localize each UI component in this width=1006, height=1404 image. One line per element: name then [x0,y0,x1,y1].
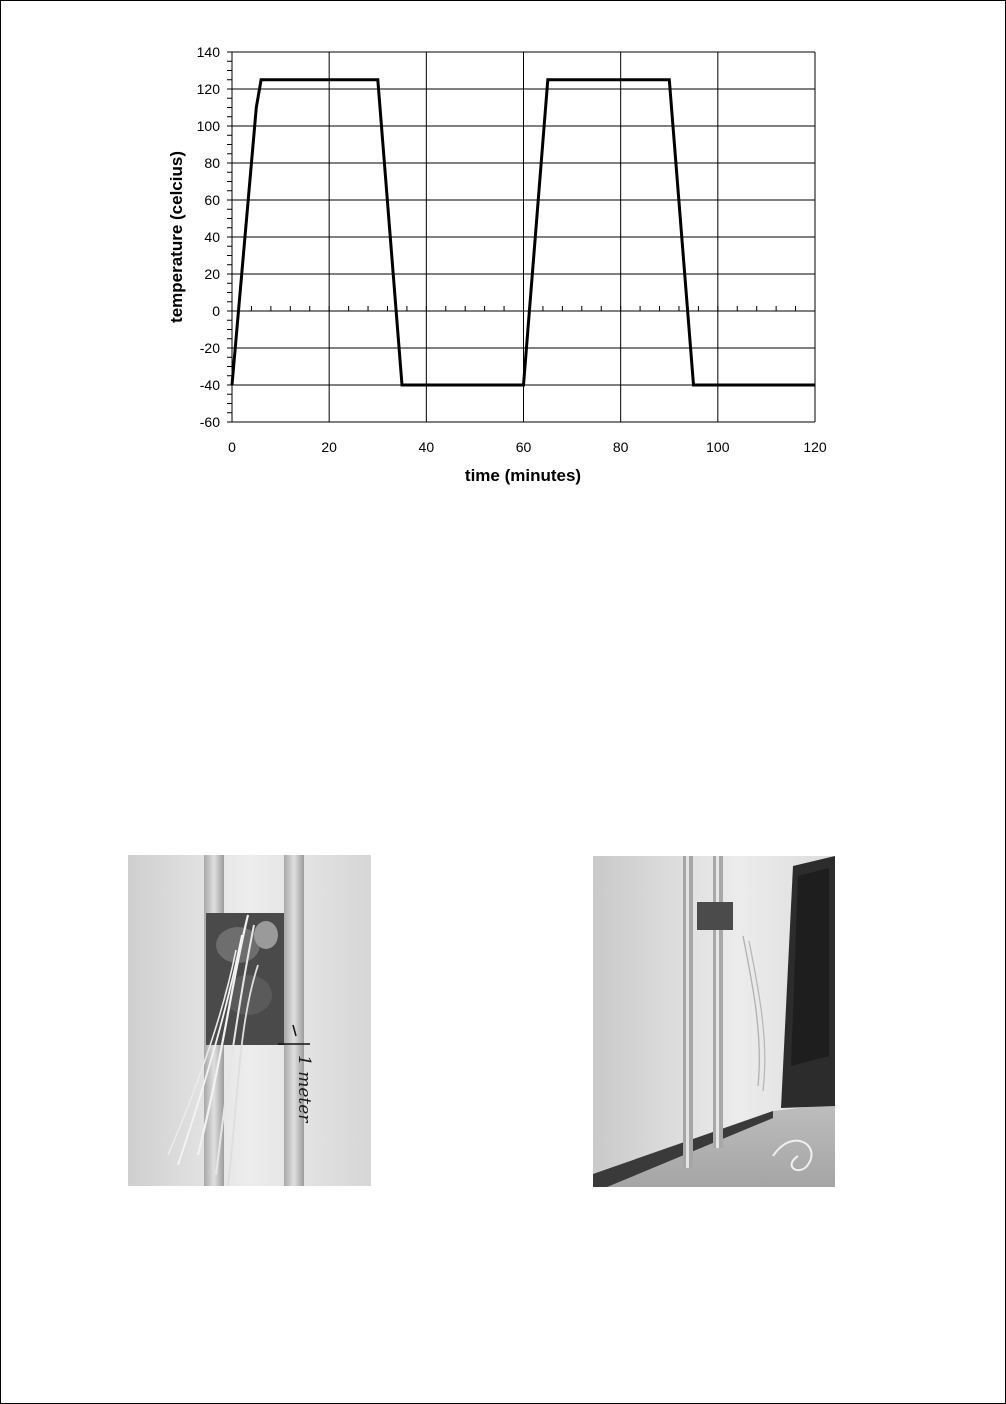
x-tick-label: 20 [321,439,337,455]
x-tick-label: 100 [706,439,730,455]
handwritten-meter-label: 1 meter [294,1055,314,1123]
chart-tick-labels [197,44,827,455]
x-tick-label: 80 [612,439,629,455]
y-tick-label: 60 [204,192,220,208]
x-tick-label: 0 [228,439,236,455]
y-tick-label: 140 [196,44,220,60]
y-axis-label: temperature (celcius) [167,151,186,323]
x-tick-label: 60 [515,439,532,455]
temperature-chart [0,0,1006,500]
x-axis-label: time (minutes) [464,466,582,485]
y-tick-label: -40 [199,377,220,393]
x-tick-label: 120 [803,439,827,455]
photo-sensor-closeup [128,855,371,1186]
y-tick-label: 0 [212,303,220,319]
y-tick-label: 40 [204,229,220,245]
y-tick-label: 100 [196,118,220,134]
x-tick-label: 40 [418,439,435,455]
y-tick-label: 120 [196,81,220,97]
y-tick-label: 80 [204,155,220,171]
y-tick-label: 20 [204,266,220,282]
y-tick-label: -60 [199,414,220,430]
y-tick-label: -20 [199,340,220,356]
photo-bars-against-wall [593,856,835,1187]
